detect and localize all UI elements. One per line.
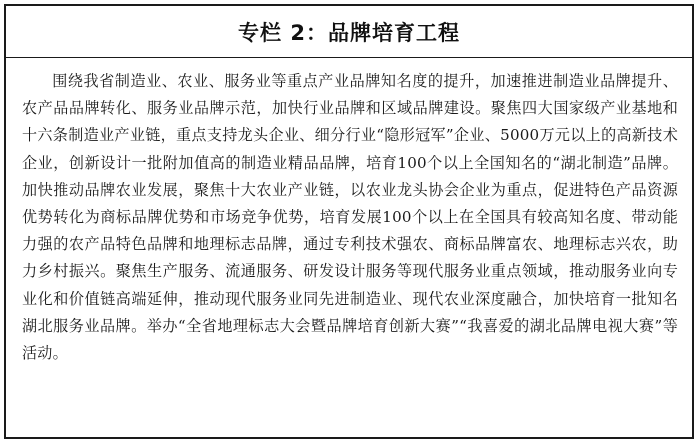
column-box [4, 4, 694, 439]
column-header [6, 6, 692, 58]
column-title: 专栏 2：品牌培育工程 [238, 20, 460, 45]
column-body-paragraph: 围绕我省制造业、农业、服务业等重点产业品牌知名度的提升，加速推进制造业品牌提升、农产品品牌转化、服务业品牌示范，加快行业品牌和区域品牌建设。聚焦四大国家级产业基地和十六条制造业产业链，重点支持龙头企业、细分行业“隐形冠军”企业、5000万元以上的高新技术企业，创新设计一批附加值高的制造业精品品牌，培育100个以上全国知名的“湖北制造”品牌。加快推动品牌农业发展，聚焦十大农业产业链，以农业龙头协会企业为重点，促进特色产品资源优势转化为商标品牌优势和市场竞争优势，培育发展100个以上在全国具有较高知名度、带动能力强的农产品特色品牌和地理标志品牌，通过专利技术强农、商标品牌富农、地理标志兴农，助力乡村振兴。聚焦生产服务、流通服务、研发设计服务等现代服务业重点领域，推动服务业向专业化和价值链高端延伸，推动现代服务业同先进制造业、现代农业深度融合，加快培育一批知名湖北服务业品牌。举办“全省地理标志大会暨品牌培育创新大赛”“我喜爱的湖北品牌电视大赛”等活动。 [22, 72, 678, 363]
